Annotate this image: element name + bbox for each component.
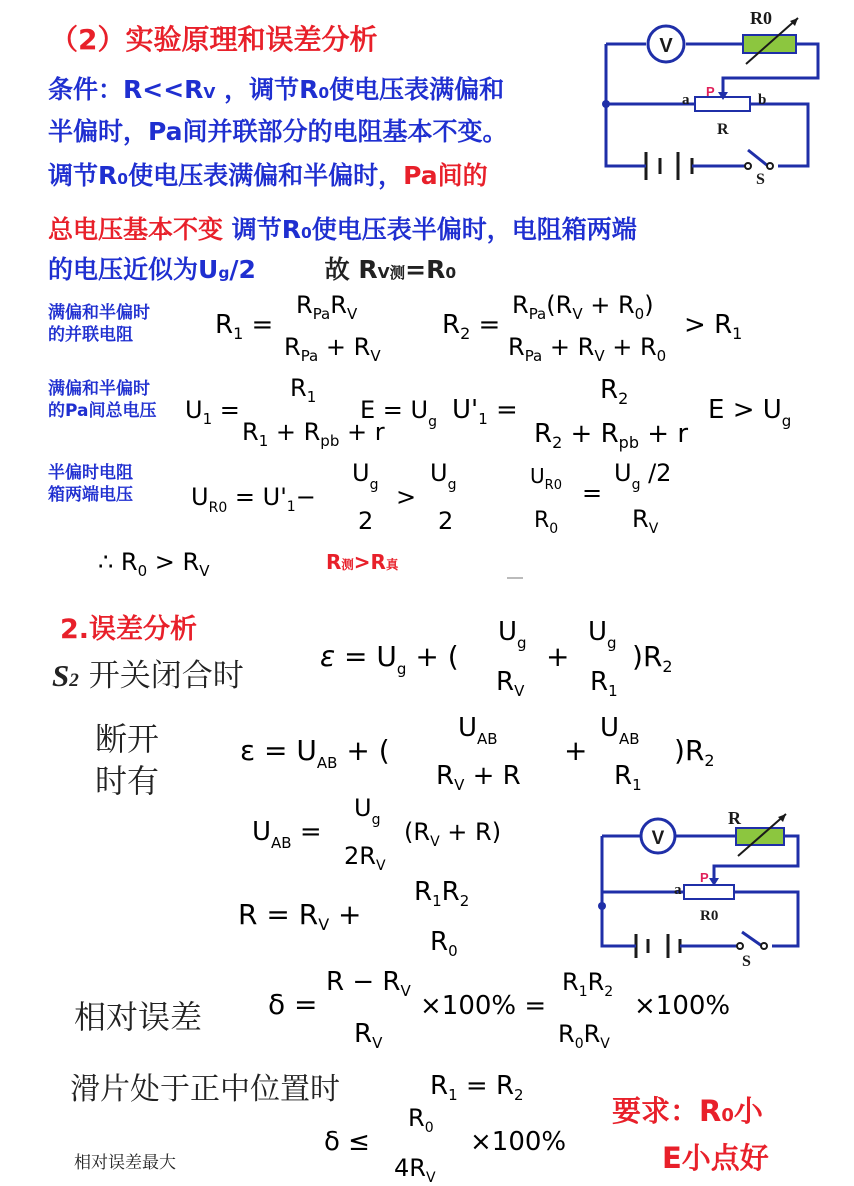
svg-text:R2 =: $R_2$ = (442, 310, 501, 343)
svg-text:2: 2 (438, 507, 454, 535)
svg-text:UR0: $U_R0$ (530, 464, 562, 493)
battery-icon (646, 152, 692, 180)
svg-text:E = Ug: $E = U_g$ (360, 396, 438, 430)
svg-text:∴ R0 > RV: ∴ $R_0 > R_V$ (98, 548, 210, 580)
svg-text:b: b (758, 92, 767, 108)
circuit-diagram-2 (596, 810, 806, 970)
svg-text:a: a (682, 92, 690, 108)
svg-text:+: + (564, 734, 588, 767)
condition-text-1: 条件：R<<RV ，调节R0使电压表满偏和 (48, 75, 505, 104)
svg-text:2: 2 (358, 507, 374, 535)
svg-text:U1 =: $U_1$ = (185, 396, 240, 428)
svg-text:×100%: ×100% (634, 991, 731, 1021)
condition-line-4 (48, 210, 637, 246)
svg-text:V: V (659, 35, 673, 57)
condition-text-3b: Pa间的 (403, 161, 488, 190)
formula-r1-r2 (210, 285, 800, 365)
svg-text:4RV: $4R_V$ (394, 1154, 436, 1186)
switch-icon (745, 163, 751, 169)
svg-text:R = RV +: $R = R_V$ + (238, 898, 362, 934)
open-label: 断开 时有 (95, 720, 160, 800)
svg-text:+: + (546, 640, 570, 673)
condition-text-3a: 调节R0使电压表满偏和半偏时， (48, 161, 404, 190)
condition-line-2: 半偏时，Pa间并联部分的电阻基本不变。 (48, 117, 508, 146)
condition-text-5a: 的电压近似为Ug/2 (48, 255, 256, 284)
condition-line-5 (48, 250, 456, 286)
svg-text:R2 + Rpb + r: $R_2 + R_{pb} + r$ (534, 419, 689, 452)
svg-text:R − RV: $R - R_V$ (326, 967, 411, 1000)
svg-text:UR0 = U'1−: $U_R0 = U'_1-$ (191, 483, 316, 516)
svg-text:R0: R0 (700, 908, 719, 924)
svg-text:Ug: $U_g$ (354, 794, 381, 828)
condition-line-3 (48, 156, 488, 192)
formula-max-delta (322, 1102, 602, 1186)
svg-text:R1 = R2: $R_1 = R_2$ (430, 1071, 524, 1104)
label-total-voltage: 满偏和半偏时 的Pa间总电压 (48, 379, 157, 421)
svg-text:)R2: )$R_2$ (674, 734, 715, 770)
formula-epsilon-open (238, 700, 748, 800)
svg-text:R0RV: $R_0R_V$ (558, 1020, 610, 1052)
svg-text:R1: $R_1$ (590, 667, 618, 700)
conclusion-r-measured: R测>R真 (326, 550, 399, 574)
svg-text:RV: $R_V$ (354, 1019, 383, 1052)
svg-text:R1 + Rpb + r: $R_1 + R_{pb} + r$ (242, 418, 385, 450)
formula-u1 (180, 368, 820, 452)
svg-text:(RV + R): $(R_V + R)$ (404, 818, 502, 850)
svg-text:R1 =: $R_1$ = (215, 310, 274, 343)
s2-symbol: S2 (52, 658, 79, 693)
requirement-line-1: 要求：R0小 (611, 1094, 763, 1128)
svg-text:RPa + RV: $R_{Pa} + R_V$ (284, 333, 381, 365)
formula-relative-error (266, 962, 746, 1054)
svg-text:R1: $R_1$ (290, 374, 317, 406)
svg-text:S: S (756, 171, 765, 188)
rheostat-r0 (684, 885, 734, 899)
max-error-label: 相对误差最大 (74, 1153, 176, 1173)
s2-closed-label: S2 开关闭合时 (52, 658, 244, 694)
svg-text:δ =: δ = (268, 988, 318, 1021)
svg-text:E > Ug: $E > U_g$ (708, 395, 792, 430)
svg-text:R1: $R_1$ (614, 761, 642, 794)
svg-text:ε = UAB + (: $\varepsilon = U_{AB}$ + ( (240, 734, 390, 772)
svg-text:R0: $R_0$ (430, 927, 458, 960)
svg-text:P: P (706, 84, 715, 99)
condition-text-4a: 总电压基本不变 (48, 215, 224, 244)
svg-text:S: S (742, 953, 751, 970)
svg-text:RPaRV: $R_{Pa}R_V$ (296, 291, 358, 323)
label-box-voltage: 半偏时电阻 箱两端电压 (48, 463, 133, 505)
svg-text:>: > (396, 483, 417, 511)
svg-text:δ ≤: δ ≤ (324, 1127, 370, 1157)
page-title: （2）实验原理和误差分析 (50, 23, 378, 56)
svg-text:V: V (651, 828, 665, 849)
svg-text:RV: $R_V$ (632, 505, 659, 537)
svg-text:R0: R0 (750, 8, 772, 28)
relative-error-label: 相对误差 (74, 998, 203, 1036)
circuit-diagram-1 (598, 4, 834, 190)
formula-epsilon-closed (318, 610, 718, 700)
requirement-note (606, 1090, 769, 1179)
formula-r-measured (236, 872, 536, 962)
label-parallel-resistance: 满偏和半偏时 的并联电阻 (48, 303, 150, 345)
svg-text:×100%: ×100% (470, 1127, 567, 1157)
svg-text:R: R (717, 121, 729, 138)
svg-text:Ug /2: $U_g$ /2 (614, 459, 672, 493)
condition-text-4b: 调节R0使电压表半偏时，电阻箱两端 (231, 215, 637, 244)
svg-text:R1R2: $R_1R_2$ (562, 968, 614, 1000)
svg-text:Ug: $U_g$ (352, 459, 379, 493)
svg-text:ε = Ug + (: $\varepsilon = U_g$ + ( (320, 640, 459, 678)
battery-icon-2 (636, 934, 680, 958)
svg-text:R0: $R_0$ (534, 508, 559, 537)
svg-text:> R1: > $R_1$ (684, 310, 743, 343)
svg-text:R2: $R_2$ (600, 375, 629, 408)
svg-text:×100% =: ×100% = (420, 991, 547, 1021)
svg-text:P: P (700, 870, 709, 885)
condition-line-1 (48, 70, 504, 106)
svg-text:R1R2: $R_1R_2$ (414, 877, 470, 910)
svg-text:RPa(RV + R0): $R_{Pa}(R_V + R_0)$ (512, 291, 654, 323)
svg-text:Ug: $U_g$ (498, 617, 527, 652)
switch-icon-2 (737, 943, 743, 949)
requirement-line-2: E小点好 (662, 1141, 769, 1175)
svg-text:Ug: $U_g$ (588, 617, 617, 652)
divider-mark (507, 577, 523, 579)
svg-text:UAB =: $U_{AB}$ = (252, 817, 322, 852)
section-2-title: 2.误差分析 (60, 614, 198, 645)
svg-text:2RV: $2R_V$ (344, 842, 386, 874)
formula-therefore (96, 540, 246, 580)
svg-text:RPa + RV + R0: $R_{Pa} + R_V + R_0$ (508, 333, 667, 365)
conclusion-rv: 故 RV测=R0 (324, 255, 457, 284)
svg-text:Ug: $U_g$ (430, 459, 457, 493)
svg-text:RV + R: $R_V + R$ (436, 761, 521, 794)
svg-text:a: a (674, 882, 682, 898)
svg-text:U'1 =: $U'_1$ = (452, 395, 518, 428)
slider-condition-label: 滑片处于正中位置时 (70, 1072, 340, 1107)
svg-text:UAB: $U_{AB}$ (600, 713, 640, 748)
svg-text:RV: $R_V$ (496, 667, 525, 700)
formula-uab (250, 790, 550, 880)
svg-text:=: = (582, 479, 603, 507)
svg-text:UAB: $U_{AB}$ (458, 713, 498, 748)
svg-text:R: R (728, 810, 741, 828)
svg-text:R0: $R_0$ (408, 1104, 434, 1136)
formula-ur0 (186, 455, 706, 541)
svg-text:)R2: )$R_2$ (632, 640, 673, 676)
